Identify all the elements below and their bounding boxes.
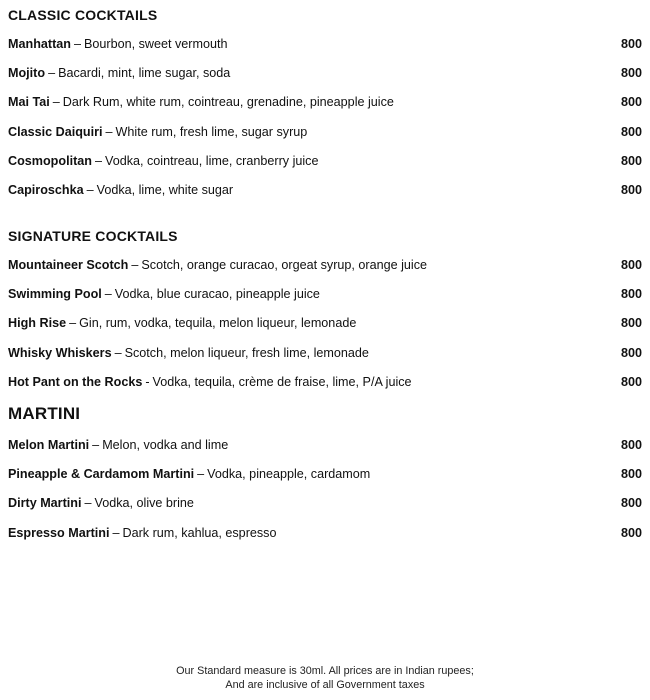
item-price: 800 bbox=[620, 95, 642, 110]
item-separator: – bbox=[86, 182, 94, 197]
item-price: 800 bbox=[620, 153, 642, 168]
menu-item bbox=[8, 343, 642, 372]
item-description: Bacardi, mint, lime sugar, soda bbox=[58, 66, 231, 81]
item-name: Pineapple & Cardamom Martini bbox=[8, 467, 195, 482]
item-name: Cosmopolitan bbox=[8, 153, 92, 168]
item-name: Mountaineer Scotch bbox=[8, 258, 129, 272]
item-description: Vodka, cointreau, lime, cranberry juice bbox=[104, 153, 319, 168]
item-name: Espresso Martini bbox=[8, 525, 110, 540]
footer-line-measure: Our Standard measure is 30ml. All prices are in Indian rupees; bbox=[176, 665, 474, 677]
item-separator: – bbox=[92, 438, 100, 452]
menu-item bbox=[8, 435, 642, 464]
item-separator: – bbox=[197, 467, 205, 482]
menu-item bbox=[8, 313, 642, 342]
section-title: CLASSIC COCKTAILS bbox=[8, 7, 158, 23]
item-name: Mai Tai bbox=[8, 95, 50, 110]
item-description: Gin, rum, vodka, tequila, melon liqueur, lemonade bbox=[79, 316, 357, 331]
item-name: Classic Daiquiri bbox=[8, 124, 103, 139]
item-description: Melon, vodka and lime bbox=[102, 438, 229, 452]
item-description: Vodka, olive brine bbox=[94, 496, 194, 511]
item-description: Vodka, pineapple, cardamom bbox=[207, 467, 371, 482]
item-price: 800 bbox=[620, 345, 642, 360]
item-description: Bourbon, sweet vermouth bbox=[83, 37, 228, 51]
item-name: Manhattan bbox=[8, 37, 71, 51]
menu-item bbox=[8, 34, 642, 63]
footer-note bbox=[0, 664, 650, 692]
menu-item bbox=[8, 372, 642, 401]
item-separator: – bbox=[48, 66, 56, 81]
item-description: Scotch, orange curacao, orgeat syrup, orange juice bbox=[141, 258, 428, 272]
menu-item bbox=[8, 284, 642, 313]
footer-line-taxes: And are inclusive of all Government taxes bbox=[225, 679, 425, 691]
item-separator: – bbox=[69, 316, 77, 331]
item-description: Dark Rum, white rum, cointreau, grenadine, pineapple juice bbox=[62, 95, 394, 110]
item-price: 800 bbox=[620, 467, 642, 482]
section-title: SIGNATURE COCKTAILS bbox=[8, 228, 178, 244]
item-name: Hot Pant on the Rocks bbox=[8, 374, 143, 389]
item-separator: – bbox=[105, 124, 113, 139]
section-title: MARTINI bbox=[8, 404, 81, 423]
item-separator: – bbox=[52, 95, 60, 110]
item-separator: - bbox=[145, 374, 150, 389]
item-name: Melon Martini bbox=[8, 438, 90, 452]
item-price: 800 bbox=[620, 525, 642, 540]
menu-item bbox=[8, 523, 642, 552]
menu-item bbox=[8, 122, 642, 151]
item-separator: – bbox=[84, 496, 92, 511]
item-price: 800 bbox=[620, 496, 642, 511]
item-description: Dark rum, kahlua, espresso bbox=[122, 525, 277, 540]
item-price: 800 bbox=[620, 66, 642, 81]
item-price: 800 bbox=[620, 182, 642, 197]
item-separator: – bbox=[114, 345, 122, 360]
item-separator: – bbox=[73, 37, 81, 51]
item-name: Dirty Martini bbox=[8, 496, 82, 511]
section-signature-cocktails bbox=[8, 226, 642, 401]
item-description: Vodka, tequila, crème de fraise, lime, P/A juice bbox=[152, 374, 412, 389]
menu-item bbox=[8, 464, 642, 493]
menu-item bbox=[8, 493, 642, 522]
menu-item bbox=[8, 63, 642, 92]
menu-item bbox=[8, 255, 642, 284]
item-description: Vodka, lime, white sugar bbox=[96, 182, 234, 197]
item-name: Capiroschka bbox=[8, 182, 84, 197]
item-description: White rum, fresh lime, sugar syrup bbox=[115, 124, 308, 139]
item-price: 800 bbox=[620, 438, 642, 452]
item-description: Scotch, melon liqueur, fresh lime, lemonade bbox=[124, 345, 369, 360]
item-price: 800 bbox=[620, 124, 642, 139]
menu-item bbox=[8, 151, 642, 180]
item-price: 800 bbox=[620, 287, 642, 302]
item-name: Whisky Whiskers bbox=[8, 345, 112, 360]
menu-item bbox=[8, 92, 642, 121]
item-price: 800 bbox=[620, 374, 642, 389]
item-price: 800 bbox=[620, 316, 642, 331]
section-martini bbox=[8, 403, 642, 552]
item-name: Swimming Pool bbox=[8, 287, 102, 302]
menu-item bbox=[8, 180, 642, 209]
item-separator: – bbox=[131, 258, 139, 272]
section-classic-cocktails bbox=[8, 5, 642, 209]
item-description: Vodka, blue curacao, pineapple juice bbox=[114, 287, 320, 302]
item-name: High Rise bbox=[8, 316, 67, 331]
item-name: Mojito bbox=[8, 66, 46, 81]
item-price: 800 bbox=[620, 258, 642, 272]
item-separator: – bbox=[94, 153, 102, 168]
item-separator: – bbox=[112, 525, 120, 540]
item-price: 800 bbox=[620, 37, 642, 51]
item-separator: – bbox=[104, 287, 112, 302]
